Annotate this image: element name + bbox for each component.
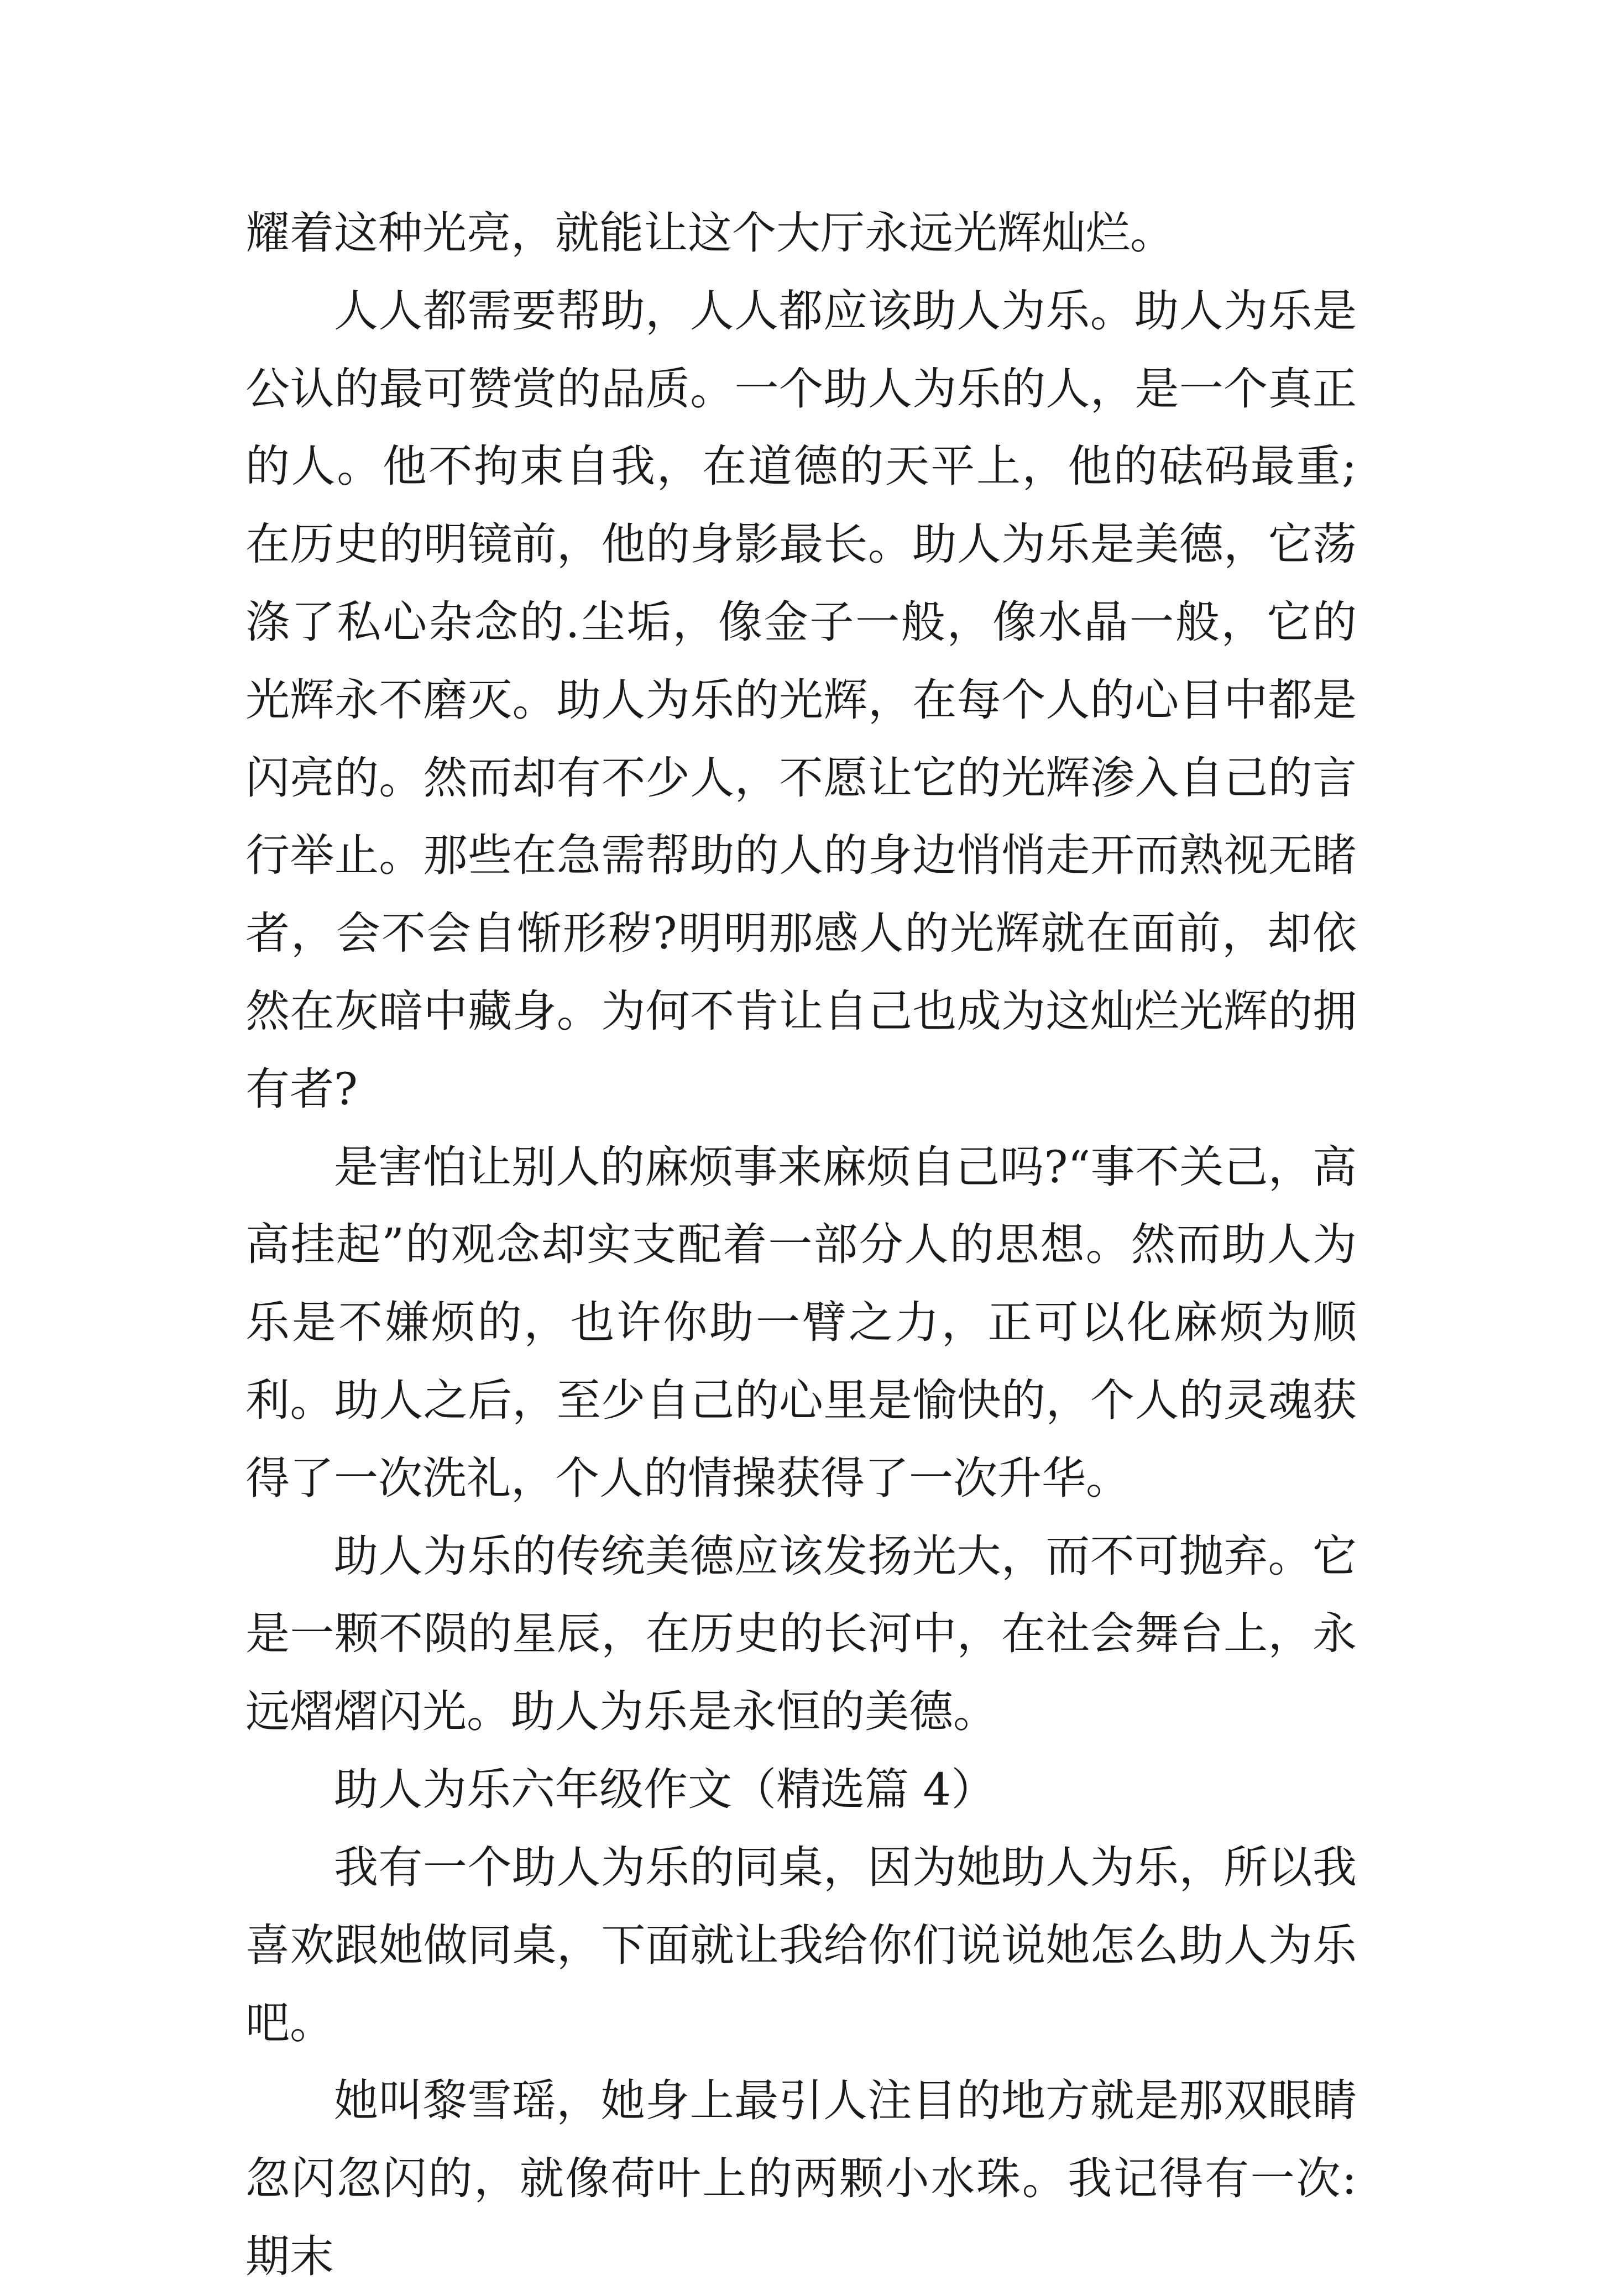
document-body <box>245 195 1357 2296</box>
paragraph-6: 她叫黎雪瑶，她身上最引人注目的地方就是那双眼睛忽闪忽闪的，就像荷叶上的两颗小水珠。我记得有一次:期末 <box>245 2075 1357 2282</box>
section-heading: 助人为乐六年级作文（精选篇 4） <box>334 1763 996 1815</box>
paragraph-3: 是害怕让别人的麻烦事来麻烦自己吗?“事不关己，高高挂起”的观念却实支配着一部分人的思想。然而助人为乐是不嫌烦的，也许你助一臂之力，正可以化麻烦为顺利。助人之后，至少自己的心里是愉快的，个人的灵魂获得了一次洗礼，个人的情操获得了一次升华。 <box>245 1141 1357 1504</box>
paragraph-5: 我有一个助人为乐的同桌，因为她助人为乐，所以我喜欢跟她做同桌，下面就让我给你们说说她怎么助人为乐吧。 <box>245 1841 1357 2049</box>
paragraph-2: 人人都需要帮助，人人都应该助人为乐。助人为乐是公认的最可赞赏的品质。一个助人为乐的人，是一个真正的人。他不拘束自我，在道德的天平上，他的砝码最重;在历史的明镜前，他的身影最长。助人为乐是美德，它荡涤了私心杂念的.尘垢，像金子一般，像水晶一般，它的光辉永不磨灭。助人为乐的光辉，在每个人的心目中都是闪亮的。然而却有不少人，不愿让它的光辉渗入自己的言行举止。那些在急需帮助的人的身边悄悄走开而熟视无睹者，会不会自惭形秽?明明那感人的光辉就在面前，却依然在灰暗中藏身。为何不肯让自己也成为这灿烂光辉的拥有者? <box>245 285 1357 1115</box>
paragraph-4: 助人为乐的传统美德应该发扬光大，而不可抛弃。它是一颗不陨的星辰，在历史的长河中，在社会舞台上，永远熠熠闪光。助人为乐是永恒的美德。 <box>245 1530 1357 1738</box>
paragraph-1: 耀着这种光亮，就能让这个大厅永远光辉灿烂。 <box>245 207 1174 259</box>
